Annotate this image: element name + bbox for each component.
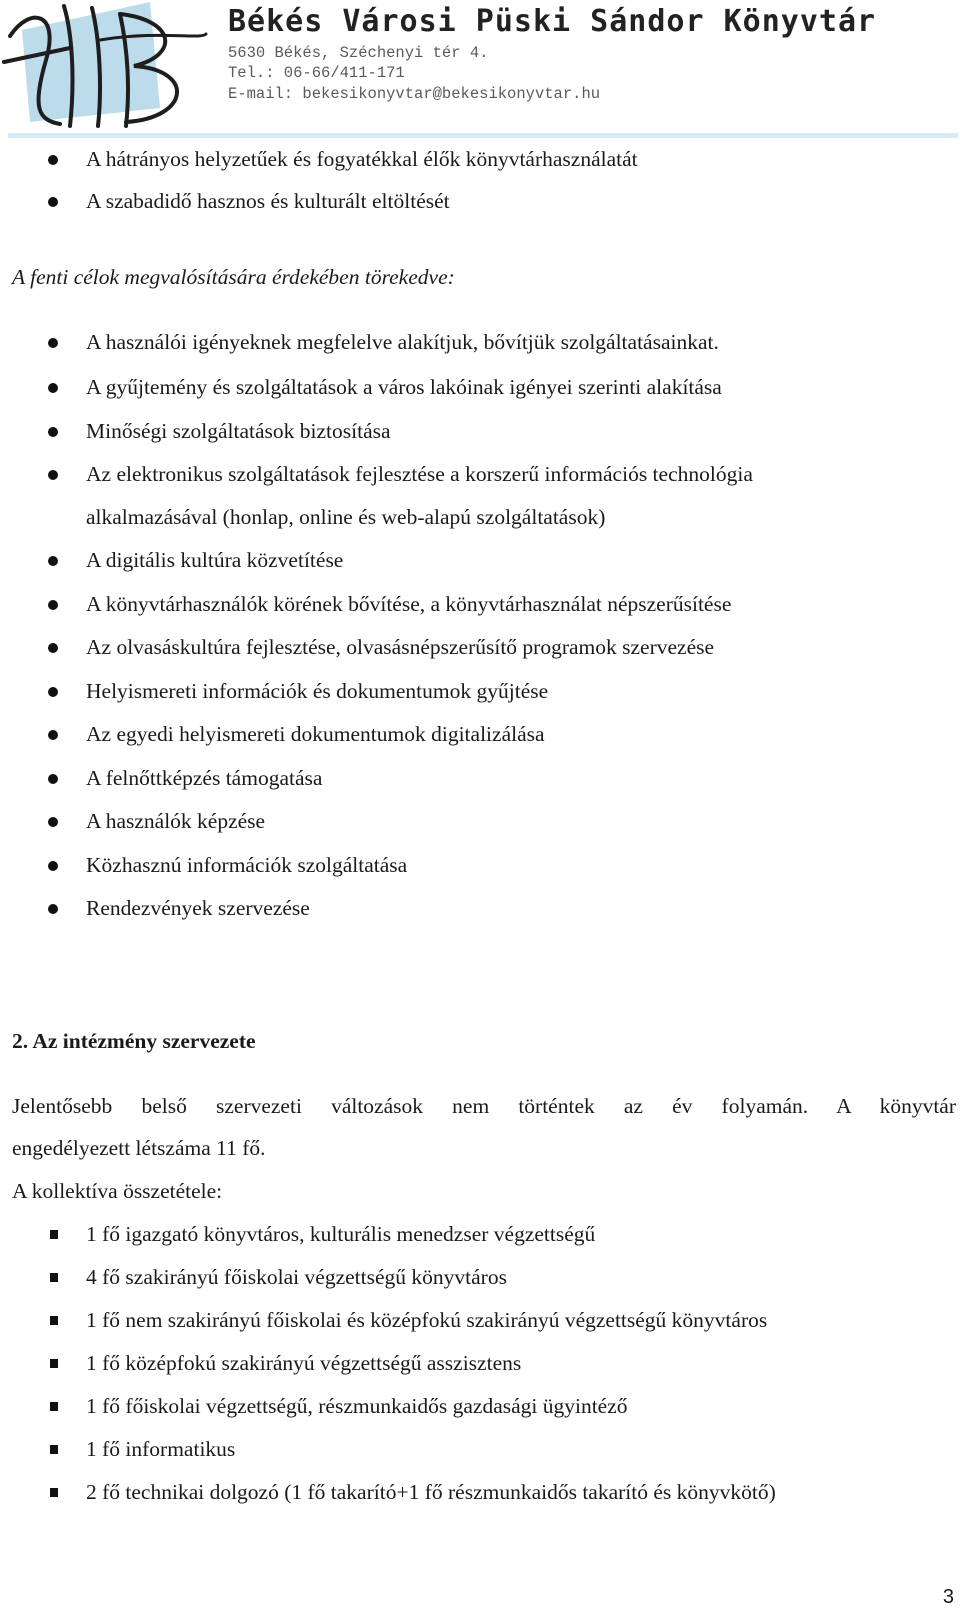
bullet-icon xyxy=(48,817,58,827)
header-divider xyxy=(8,133,958,138)
square-bullet-icon xyxy=(50,1273,58,1282)
bullet-icon xyxy=(48,383,58,393)
intro-italic: A fenti célok megvalósítására érdekében törekedve: xyxy=(12,265,455,289)
bullet-icon xyxy=(48,338,58,348)
library-email: E-mail: bekesikonyvtar@bekesikonyvtar.hu xyxy=(228,85,601,103)
square-bullet-icon xyxy=(50,1316,58,1325)
page-number: 3 xyxy=(942,1586,954,1608)
bullet-icon xyxy=(48,470,58,480)
bullet-icon xyxy=(48,155,58,165)
library-address: 5630 Békés, Széchenyi tér 4. xyxy=(228,44,489,62)
library-phone: Tel.: 06-66/411-171 xyxy=(228,64,405,82)
square-bullet-icon xyxy=(50,1359,58,1368)
square-bullet-icon xyxy=(50,1488,58,1497)
paragraph-line: Jelentősebb belső szervezeti változások nem történtek az év folyamán. A könyvtár xyxy=(12,1094,956,1118)
square-bullet-icon xyxy=(50,1230,58,1239)
bullet-icon xyxy=(48,427,58,437)
bullet-icon xyxy=(48,774,58,784)
staff-intro: A kollektíva összetétele: xyxy=(12,1179,223,1203)
bullet-icon xyxy=(48,556,58,566)
paragraph-line: engedélyezett létszáma 11 fő. xyxy=(12,1136,266,1160)
library-logo xyxy=(0,0,210,130)
bullet-icon xyxy=(48,643,58,653)
square-bullet-icon xyxy=(50,1445,58,1454)
bullet-icon xyxy=(48,197,58,207)
square-bullet-icon xyxy=(50,1402,58,1411)
letterhead xyxy=(0,0,960,140)
bullet-icon xyxy=(48,600,58,610)
bullet-icon xyxy=(48,904,58,914)
library-name: Békés Városi Püski Sándor Könyvtár xyxy=(228,4,877,39)
bullet-icon xyxy=(48,861,58,871)
bullet-icon xyxy=(48,730,58,740)
bullet-icon xyxy=(48,687,58,697)
section-heading: 2. Az intézmény szervezete xyxy=(12,1029,256,1053)
